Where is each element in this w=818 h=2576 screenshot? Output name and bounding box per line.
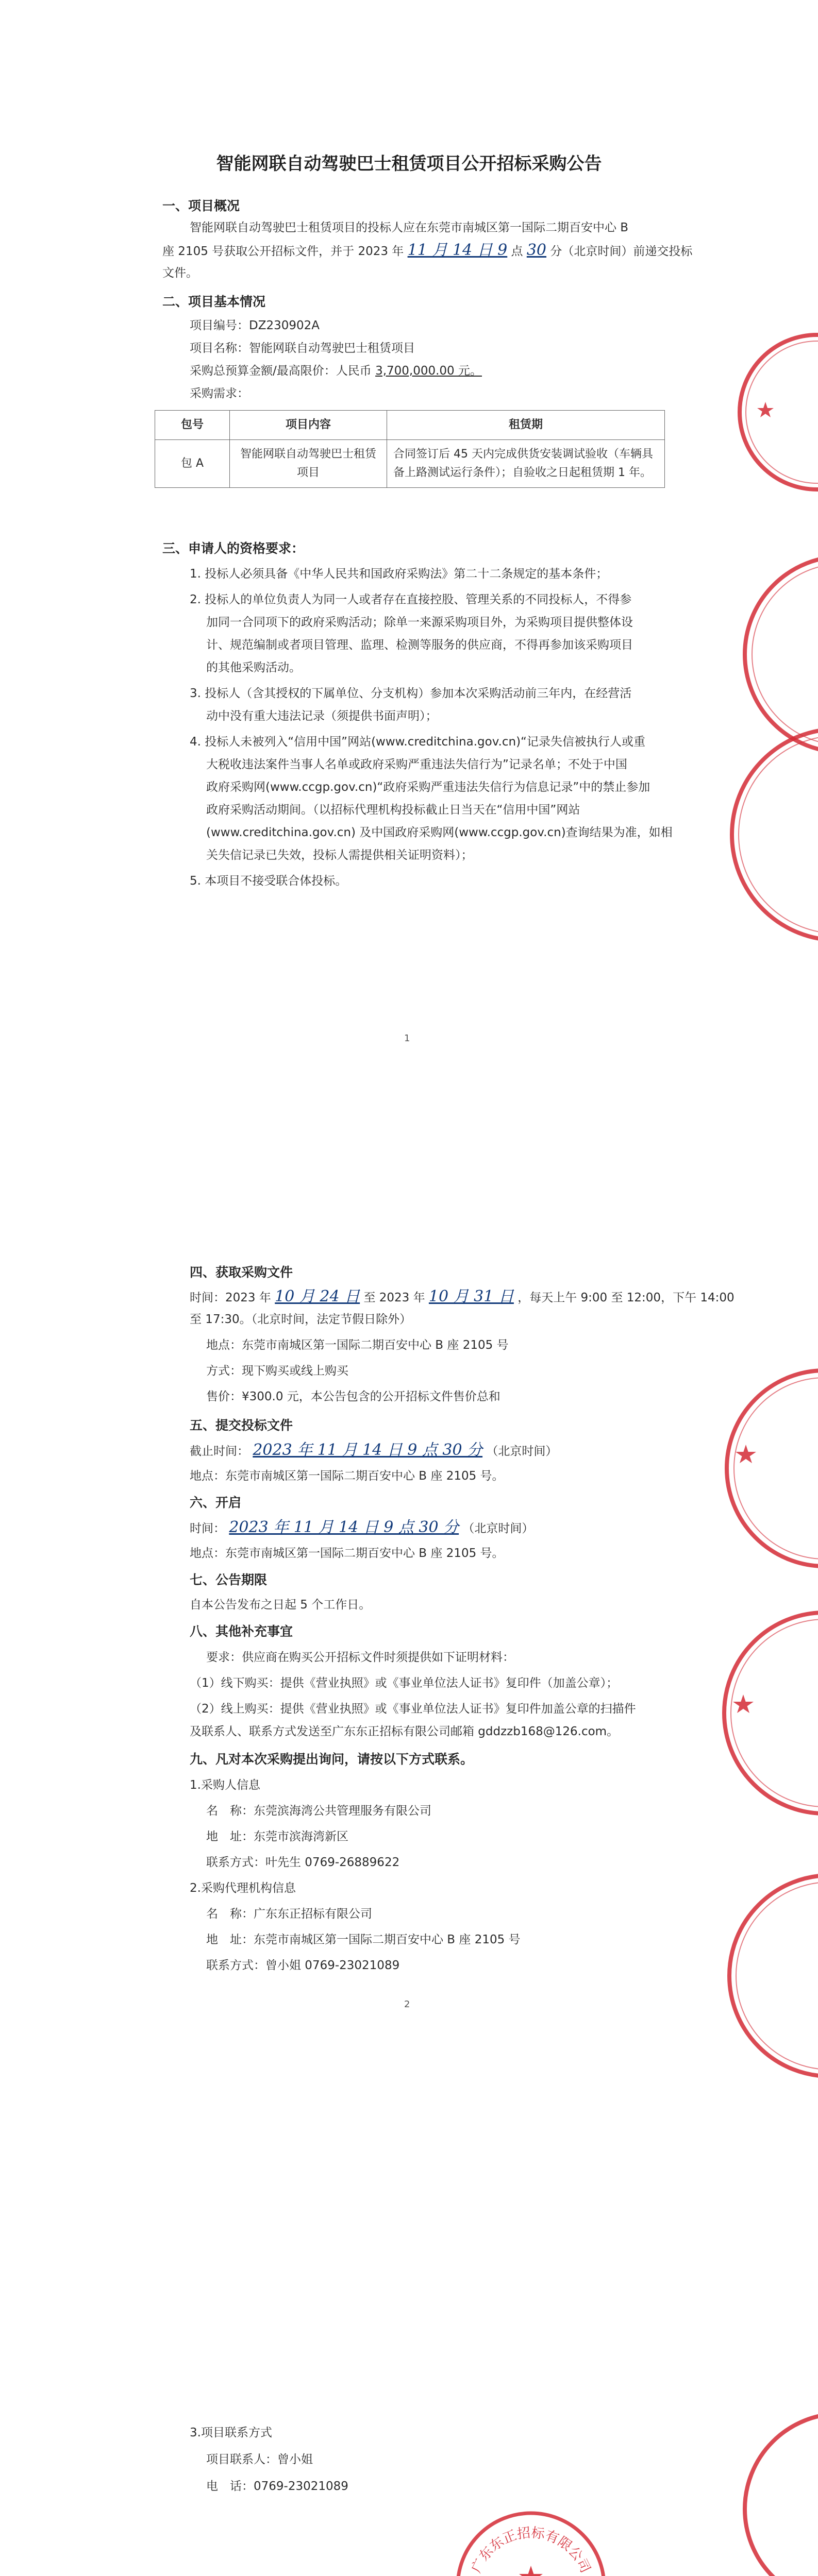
agent-seal-icon xyxy=(454,2509,608,2576)
section-1-heading: 一、项目概况 xyxy=(162,198,240,213)
supplement-line-3: （2）线上购买：提供《营业执照》或《事业单位法人证书》复印件加盖公章的扫描件 xyxy=(190,1702,636,1716)
buyer-contact: 联系方式：叶先生 0769-26889622 xyxy=(206,1856,400,1869)
supplement-line-2: （1）线下购买：提供《营业执照》或《事业单位法人证书》复印件（加盖公章）； xyxy=(190,1676,619,1690)
qualification-4-line-5: (www.creditchina.gov.cn) 及中国政府采购网(www.ccgp.gov.cn)查询结果为准，如相 xyxy=(206,826,673,839)
agent-seal-partial-icon xyxy=(696,1360,818,1577)
project-number: 项目编号：DZ230902A xyxy=(190,319,320,332)
qualification-2-line-4: 的其他采购活动。 xyxy=(206,661,301,674)
section-9-heading: 九、凡对本次采购提出询问，请按以下方式联系。 xyxy=(190,1752,474,1767)
project-contact-person: 项目联系人：曾小姐 xyxy=(206,2453,313,2466)
page-number-2: 2 xyxy=(404,1999,410,2010)
s1-text-pre: 座 2105 号获取公开招标文件，并于 2023 年 xyxy=(162,245,404,258)
section-1-text-line-2 xyxy=(162,239,692,263)
opening-pre: 时间： xyxy=(190,1522,225,1535)
handwritten-opening-time: 2023 年 11 月 14 日 9 点 30 分 xyxy=(229,1518,459,1536)
agent-seal-text: 广东东正招标有限公司 xyxy=(469,2525,593,2575)
table-header-row xyxy=(155,411,665,440)
table-row xyxy=(155,440,665,488)
table-header-content: 项目内容 xyxy=(230,411,387,440)
qualification-4-line-6: 关失信记录已失效，投标人需提供相关证明资料）； xyxy=(206,849,473,862)
purchase-time-pre: 时间：2023 年 xyxy=(190,1291,271,1304)
qualification-2-line-3: 计、规范编制或者项目管理、监理、检测等服务的供应商，不得再参加该采购项目 xyxy=(206,638,633,652)
buyer-name: 名 称：东莞滨海湾公共管理服务有限公司 xyxy=(206,1804,431,1818)
supervisor-seal-partial-icon xyxy=(711,1868,818,2084)
s1-text-mid: 点 xyxy=(511,245,523,258)
purchase-time-post: ，每天上午 9:00 至 12:00，下午 14:00 xyxy=(517,1291,734,1304)
supervisor-seal-partial-icon xyxy=(740,541,818,768)
qualification-3-line-2: 动中没有重大违法记录（须提供书面声明）； xyxy=(206,709,438,723)
qualification-5: 5. 本项目不接受联合体投标。 xyxy=(190,874,347,888)
qualification-2-line-1: 2. 投标人的单位负责人为同一人或者存在直接控股、管理关系的不同投标人，不得参 xyxy=(190,593,632,606)
contact-2-heading: 2.采购代理机构信息 xyxy=(190,1882,296,1895)
handwritten-bid-date: 11 月 14 日 9 xyxy=(407,241,508,259)
handwritten-start-date: 10 月 24 日 xyxy=(275,1287,360,1306)
supplement-line-1: 要求：供应商在购买公开招标文件时须提供如下证明材料： xyxy=(206,1651,514,1664)
budget-label: 采购总预算金额/最高限价：人民币 xyxy=(190,364,376,378)
section-1-text-line-1: 智能网联自动驾驶巴士租赁项目的投标人应在东莞市南城区第一国际二期百安中心 B xyxy=(190,221,629,234)
agent-seal-partial-icon xyxy=(722,2406,818,2576)
qualification-4-line-2: 大税收违法案件当事人名单或政府采购严重违法失信行为”记录名单；不处于中国 xyxy=(206,758,627,771)
qualification-4-line-4: 政府采购活动期间。（以招标代理机构投标截止日当天在“信用中国”网站 xyxy=(206,803,580,817)
purchase-time-line-2: 至 17:30。（北京时间，法定节假日除外） xyxy=(190,1313,412,1326)
document-page-2 xyxy=(0,1157,818,2313)
purchase-method: 方式：现下购买或线上购买 xyxy=(206,1364,348,1378)
submission-place: 地点：东莞市南城区第一国际二期百安中心 B 座 2105 号。 xyxy=(190,1469,504,1483)
section-4-heading: 四、获取采购文件 xyxy=(190,1265,293,1280)
table-cell-package: 包 A xyxy=(155,440,230,488)
budget-line xyxy=(190,360,482,382)
opening-post: （北京时间） xyxy=(462,1522,534,1535)
agent-seal-partial-icon xyxy=(719,716,818,953)
qualification-1: 1. 投标人必须具备《中华人民共和国政府采购法》第二十二条规定的基本条件； xyxy=(190,567,608,581)
s1-text-post: 分（北京时间）前递交投标 xyxy=(550,245,693,258)
purchase-price: 售价：¥300.0 元，本公告包含的公开招标文件售价总和 xyxy=(206,1390,500,1403)
handwritten-bid-minutes: 30 xyxy=(526,241,547,259)
section-2-heading: 二、项目基本情况 xyxy=(162,294,266,309)
agent-name: 名 称：广东东正招标有限公司 xyxy=(206,1907,372,1921)
handwritten-end-date: 10 月 31 日 xyxy=(428,1287,514,1306)
qualification-2-line-2: 加同一合同项下的政府采购活动；除单一来源采购项目外，为采购项目提供整体设 xyxy=(206,616,633,629)
section-5-heading: 五、提交投标文件 xyxy=(190,1418,293,1433)
table-cell-content: 智能网联自动驾驶巴士租赁项目 xyxy=(230,440,387,488)
section-6-heading: 六、开启 xyxy=(190,1495,242,1510)
page-number-1: 1 xyxy=(404,1033,410,1044)
buyer-seal-partial-icon xyxy=(698,330,818,495)
qualification-3-line-1: 3. 投标人（含其授权的下属单位、分支机构）参加本次采购活动前三年内，在经营活 xyxy=(190,687,632,700)
document-title: 智能网联自动驾驶巴士租赁项目公开招标采购公告 xyxy=(216,154,602,174)
requirement-label: 采购需求： xyxy=(190,387,249,400)
document-page-1 xyxy=(0,0,818,1157)
qualification-4-line-3: 政府采购网(www.ccgp.gov.cn)“政府采购严重违法失信行为信息记录”中的禁止参加 xyxy=(206,781,650,794)
section-7-heading: 七、公告期限 xyxy=(190,1572,268,1587)
purchase-time-line-1 xyxy=(190,1285,734,1309)
purchase-place: 地点：东莞市南城区第一国际二期百安中心 B 座 2105 号 xyxy=(206,1338,509,1352)
budget-value: 3,700,000.00 元。 xyxy=(375,364,482,378)
buyer-seal-partial-icon xyxy=(701,1600,818,1826)
project-contact-phone: 电 话：0769-23021089 xyxy=(206,2480,348,2493)
notice-period: 自本公告发布之日起 5 个工作日。 xyxy=(190,1598,371,1612)
handwritten-deadline: 2023 年 11 月 14 日 9 点 30 分 xyxy=(253,1441,483,1459)
table-header-term: 租赁期 xyxy=(387,411,665,440)
deadline-pre: 截止时间： xyxy=(190,1445,249,1458)
contact-3-heading: 3.项目联系方式 xyxy=(190,2426,272,2439)
submission-deadline xyxy=(190,1439,557,1463)
requirement-table xyxy=(155,410,665,488)
purchase-time-mid: 至 2023 年 xyxy=(363,1291,425,1304)
supplement-line-4: 及联系人、联系方式发送至广东东正招标有限公司邮箱 gddzzb168@126.com。 xyxy=(190,1725,619,1738)
opening-time xyxy=(190,1516,533,1540)
agent-contact: 联系方式：曾小姐 0769-23021089 xyxy=(206,1959,400,1972)
section-8-heading: 八、其他补充事宜 xyxy=(190,1624,293,1639)
contact-1-heading: 1.采购人信息 xyxy=(190,1778,260,1792)
qualification-4-line-1: 4. 投标人未被列入“信用中国”网站(www.creditchina.gov.cn)“记录失信被执行人或重 xyxy=(190,735,645,749)
table-header-package: 包号 xyxy=(155,411,230,440)
buyer-address: 地 址：东莞市滨海湾新区 xyxy=(206,1830,348,1843)
project-name: 项目名称：智能网联自动驾驶巴士租赁项目 xyxy=(190,342,415,355)
opening-place: 地点：东莞市南城区第一国际二期百安中心 B 座 2105 号。 xyxy=(190,1547,504,1560)
section-1-text-line-3: 文件。 xyxy=(162,266,198,280)
section-3-heading: 三、申请人的资格要求： xyxy=(162,541,305,556)
agent-address: 地 址：东莞市南城区第一国际二期百安中心 B 座 2105 号 xyxy=(206,1933,521,1946)
svg-text:广东东正招标有限公司 xyxy=(469,2525,593,2575)
document-page-3 xyxy=(0,2313,818,2576)
deadline-post: （北京时间） xyxy=(486,1445,558,1458)
table-cell-term: 合同签订后 45 天内完成供货安装调试验收（车辆具备上路测试运行条件）；自验收之日起租赁期 1 年。 xyxy=(387,440,665,488)
